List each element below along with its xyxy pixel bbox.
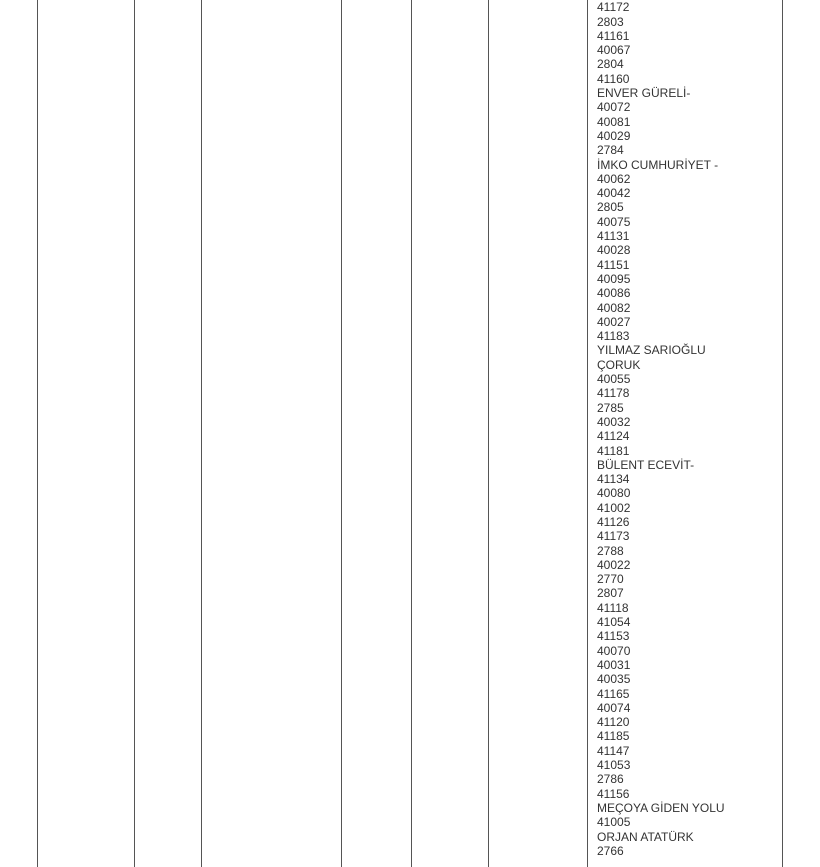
- table-cell-entry: 40029: [597, 128, 631, 143]
- table-cell-entry: 40028: [597, 243, 631, 258]
- table-cell-entry: 40022: [597, 557, 631, 572]
- table-cell-entry: 40042: [597, 186, 631, 201]
- table-cell-entry: 40062: [597, 171, 631, 186]
- column-border: [587, 0, 588, 867]
- table-cell-entry: 2770: [597, 572, 624, 587]
- table-cell-entry: 40070: [597, 643, 631, 658]
- table-cell-entry: 2788: [597, 543, 624, 558]
- table-cell-entry: 41120: [597, 715, 630, 730]
- table-cell-entry: 41005: [597, 815, 631, 830]
- table-cell-entry: İMKO CUMHURİYET -: [597, 157, 719, 172]
- table-cell-entry: ÇORUK: [597, 357, 641, 372]
- table-cell-entry: 41124: [597, 429, 630, 444]
- table-cell-entry: 40095: [597, 271, 631, 286]
- table-cell-entry: 41156: [597, 786, 630, 801]
- column-border: [782, 0, 783, 867]
- table-cell-entry: ENVER GÜRELİ-: [597, 86, 691, 101]
- table-cell-entry: 2786: [597, 772, 624, 787]
- table-cell-entry: 40035: [597, 672, 631, 687]
- table-cell-entry: 41002: [597, 500, 631, 515]
- table-cell-entry: 41183: [597, 329, 630, 344]
- table-cell-entry: 2803: [597, 14, 624, 29]
- table-cell-entry: 40072: [597, 100, 631, 115]
- table-cell-entry: 40082: [597, 300, 631, 315]
- table-cell-entry: 41131: [597, 229, 630, 244]
- table-cell-entry: 41160: [597, 71, 630, 86]
- table-cell-entry: ORJAN ATATÜRK: [597, 829, 694, 844]
- table-cell-entry: 41054: [597, 615, 631, 630]
- table-cell-entry: MEÇOYA GİDEN YOLU: [597, 800, 725, 815]
- table-cell-entry: 41161: [597, 28, 630, 43]
- table-cell-entry: 41172: [597, 0, 630, 15]
- column-border: [341, 0, 342, 867]
- table-cell-entry: 40080: [597, 486, 631, 501]
- column-border: [201, 0, 202, 867]
- table-cell-entry: 2805: [597, 200, 624, 215]
- column-border: [411, 0, 412, 867]
- table-cell-entry: 41181: [597, 443, 630, 458]
- table-cell-entry: 41153: [597, 629, 630, 644]
- table-cell-entry: 40027: [597, 314, 631, 329]
- table-cell-entry: 2807: [597, 586, 624, 601]
- column-border: [488, 0, 489, 867]
- column-border: [134, 0, 135, 867]
- table-cell-entry: 41151: [597, 257, 630, 272]
- table-cell-entry: 41134: [597, 472, 630, 487]
- table-cell-entry: 41053: [597, 758, 631, 773]
- table-cell-entry: 41126: [597, 514, 630, 529]
- table-cell-entry: 41185: [597, 729, 630, 744]
- table-cell-entry: 41147: [597, 743, 630, 758]
- table-cell-entry: 40075: [597, 214, 631, 229]
- table-cell-entry: 2766: [597, 843, 624, 858]
- table-cell-entry: 41118: [597, 600, 629, 615]
- table-cell-entry: 2784: [597, 143, 624, 158]
- table-cell-entry: YILMAZ SARIOĞLU: [597, 343, 706, 358]
- table-cell-entry: 40031: [597, 657, 631, 672]
- column-border: [37, 0, 38, 867]
- table-cell-entry: 40081: [597, 114, 631, 129]
- table-cell-entry: 40086: [597, 286, 631, 301]
- table-cell-entry: 2804: [597, 57, 624, 72]
- table-cell-entry: 40055: [597, 372, 631, 387]
- table-cell-entry: 41178: [597, 386, 630, 401]
- table-cell-list: [597, 0, 781, 858]
- table-cell-entry: 40074: [597, 700, 631, 715]
- table-cell-entry: 41173: [597, 529, 630, 544]
- table-cell-entry: 2785: [597, 400, 624, 415]
- table-cell-entry: 41165: [597, 686, 630, 701]
- table-cell-entry: 40067: [597, 43, 631, 58]
- table-cell-entry: BÜLENT ECEVİT-: [597, 457, 695, 472]
- table-cell-entry: 40032: [597, 414, 631, 429]
